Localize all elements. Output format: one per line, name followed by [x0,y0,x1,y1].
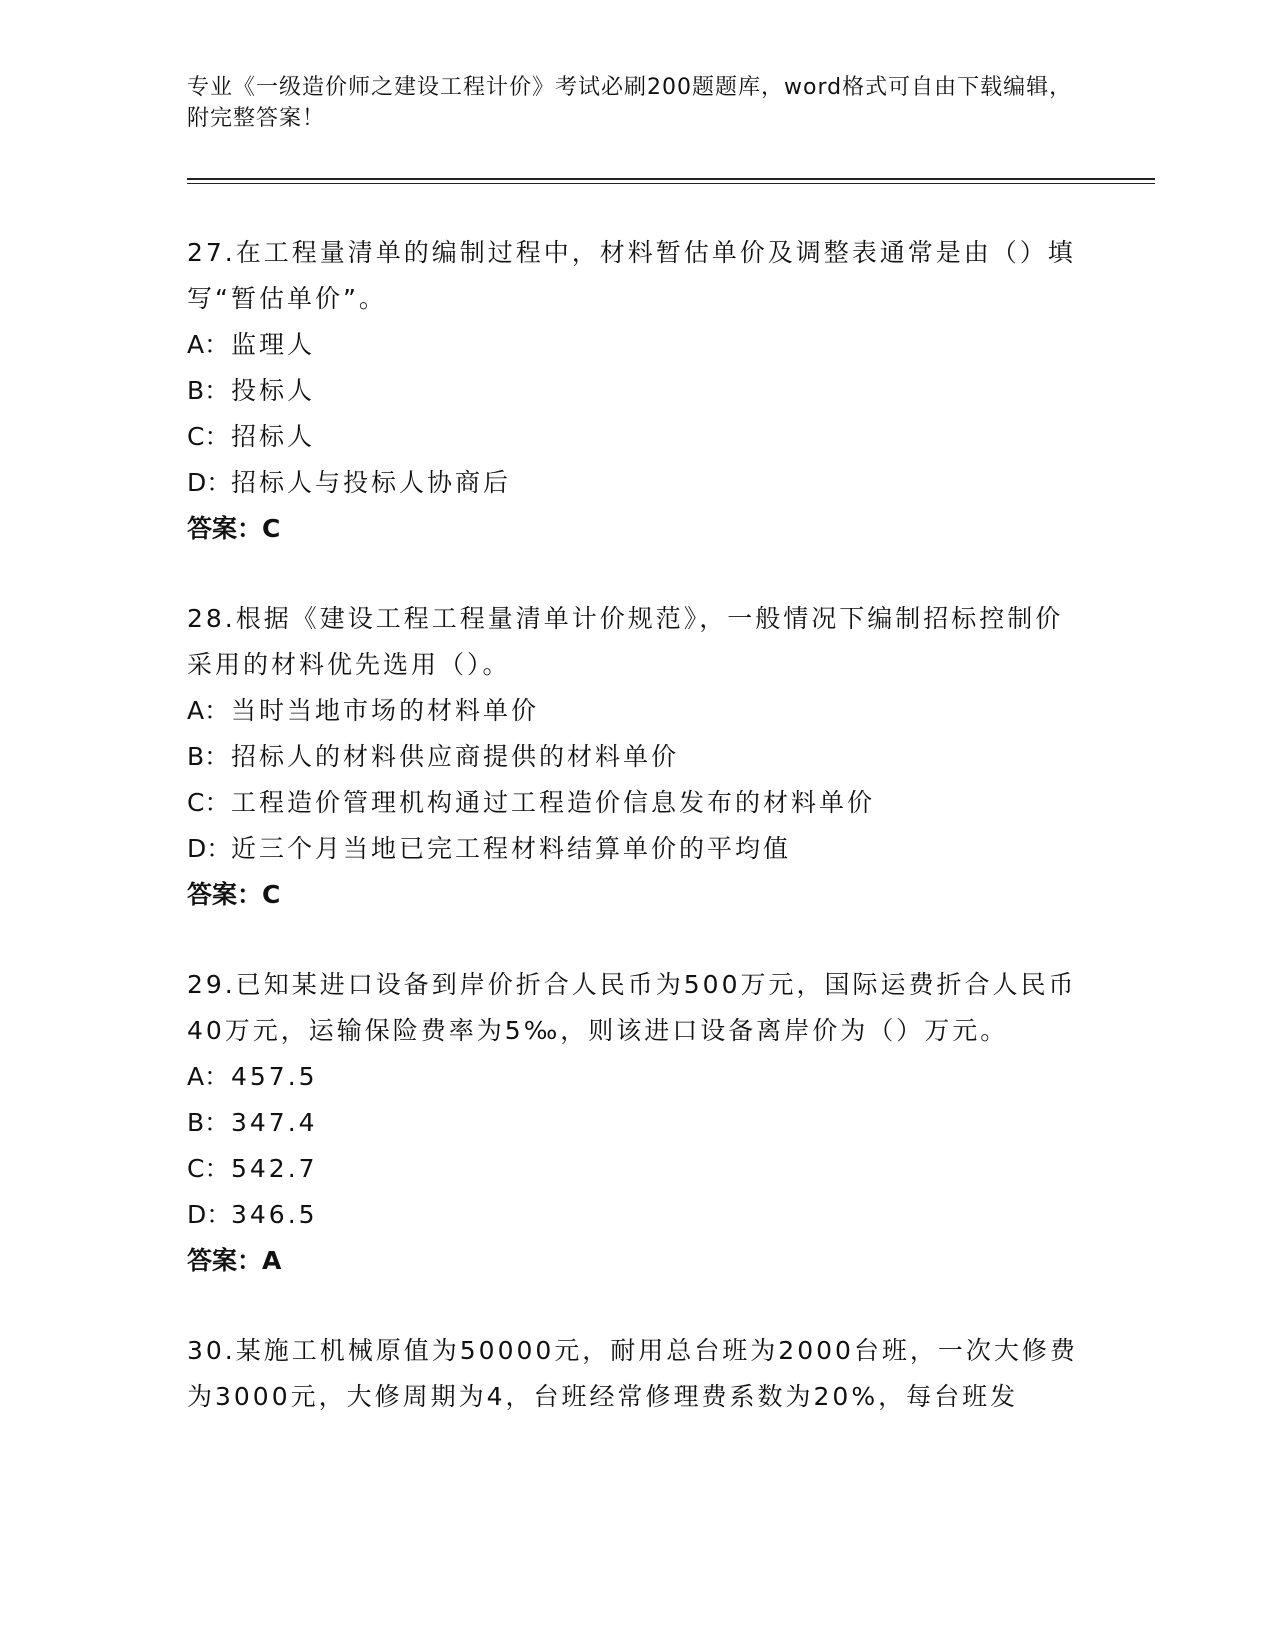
option-letter: A： [187,1062,230,1091]
option-text: 监理人 [231,330,316,359]
answer-label: 答案：C [187,880,281,909]
header-divider-thin [187,183,1155,184]
option-c [187,1146,1087,1192]
option-c [187,414,1087,460]
option-d [187,1192,1087,1238]
option-letter: A： [187,696,230,725]
option-letter: C： [187,422,230,451]
question-30 [187,1328,1087,1420]
option-text: 347.4 [231,1108,318,1137]
option-letter: B： [187,1108,230,1137]
option-letter: D： [187,834,232,863]
option-text: 招标人与投标人协商后 [231,468,512,497]
option-letter: B： [187,742,230,771]
option-letter: A： [187,330,230,359]
question-stem: 30.某施工机械原值为50000元，耐用总台班为2000台班，一次大修费为3000元，大修周期为4，台班经常修理费系数为20%，每台班发 [187,1336,1078,1411]
question-27 [187,230,1087,552]
option-letter: B： [187,376,230,405]
document-header [187,72,1087,134]
option-letter: C： [187,1154,230,1183]
option-text: 346.5 [231,1200,318,1229]
question-stem: 28.根据《建设工程工程量清单计价规范》，一般情况下编制招标控制价采用的材料优先选用（）。 [187,604,1064,679]
option-text: 近三个月当地已完工程材料结算单价的平均值 [231,834,792,863]
option-a [187,1054,1087,1100]
option-text: 招标人的材料供应商提供的材料单价 [231,742,680,771]
option-letter: C： [187,788,230,817]
answer-label: 答案：C [187,514,281,543]
question-stem: 29.已知某进口设备到岸价折合人民币为500万元，国际运费折合人民币40万元，运输保险费率为5‰，则该进口设备离岸价为（）万元。 [187,970,1077,1045]
question-stem: 27.在工程量清单的编制过程中，材料暂估单价及调整表通常是由（）填写“暂估单价”。 [187,238,1076,313]
option-letter: D： [187,468,232,497]
option-a [187,322,1087,368]
option-text: 招标人 [231,422,316,451]
option-text: 当时当地市场的材料单价 [231,696,540,725]
option-text: 工程造价管理机构通过工程造价信息发布的材料单价 [231,788,876,817]
option-letter: D： [187,1200,232,1229]
answer-label: 答案：A [187,1246,282,1275]
option-d [187,826,1087,872]
question-29 [187,962,1087,1284]
option-text: 457.5 [231,1062,318,1091]
option-a [187,688,1087,734]
option-d [187,460,1087,506]
header-divider-thick [187,178,1155,180]
option-c [187,780,1087,826]
option-text: 542.7 [231,1154,318,1183]
option-b [187,734,1087,780]
question-list [187,230,1087,1464]
option-b [187,1100,1087,1146]
option-text: 投标人 [231,376,316,405]
header-intro: 专业《一级造价师之建设工程计价》考试必刷200题题库，word格式可自由下载编辑，附完整答案！ [187,75,1073,131]
question-28 [187,596,1087,918]
option-b [187,368,1087,414]
